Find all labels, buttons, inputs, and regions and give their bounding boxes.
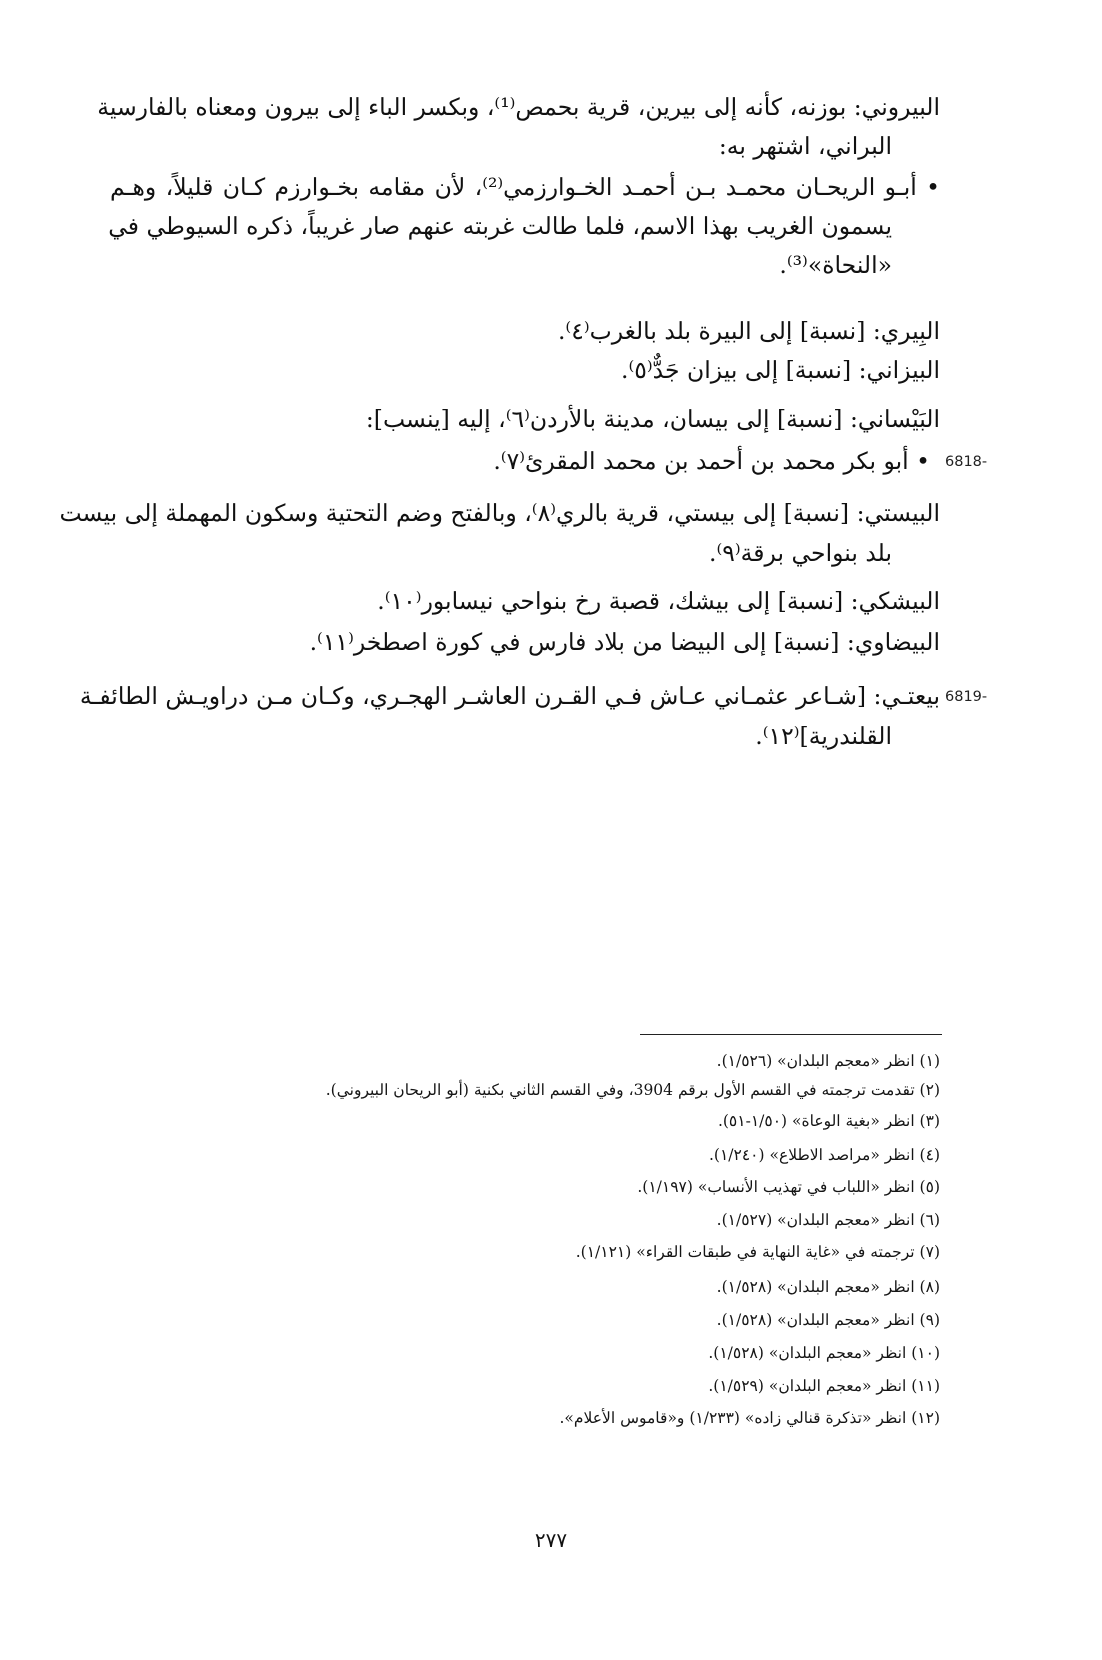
entry-line: «النحاة»⁽³⁾. bbox=[779, 251, 892, 279]
footnote: (٤) انظر «مراصد الاطلاع» (١/٢٤٠). bbox=[708, 1146, 940, 1164]
entry-line: البيروني: بوزنه، كأنه إلى بيرين، قرية بحمص⁽¹⁾، وبكسر الباء إلى بيرون ومعناه بالفارسية bbox=[97, 93, 940, 121]
entry-line: بيعتـي: [شـاعر عثمـاني عـاش فـي القـرن العاشـر الهجـري، وكـان مـن دراويـش الطائفـة bbox=[79, 682, 940, 710]
entry-line: بلد بنواحي برقة⁽٩⁾. bbox=[709, 539, 892, 567]
entry-line: البراني، اشتهر به: bbox=[718, 132, 892, 160]
entry-line: البِيري: [نسبة] إلى البيرة بلد بالغرب⁽٤⁾. bbox=[557, 317, 940, 345]
entry-line: البيضاوي: [نسبة] إلى البيضا من بلاد فارس في كورة اصطخر⁽١١⁾. bbox=[309, 628, 940, 656]
footnote: (٧) ترجمته في «غاية النهاية في طبقات القراء» (١/١٢١). bbox=[575, 1243, 940, 1261]
entry-line: • أبو بكر محمد بن أحمد بن محمد المقرئ⁽٧⁾. bbox=[493, 447, 930, 475]
footnote: (٢) تقدمت ترجمته في القسم الأول برقم 3904، وفي القسم الثاني بكنية (أبو الريحان البيروني). bbox=[325, 1081, 940, 1099]
footnote: (٩) انظر «معجم البلدان» (١/٥٢٨). bbox=[716, 1311, 940, 1329]
entry-number: 6818- bbox=[945, 454, 988, 470]
footnote: (٣) انظر «بغية الوعاة» (١/٥٠-٥١). bbox=[717, 1112, 940, 1130]
entry-line: البيشكي: [نسبة] إلى بيشك، قصبة رخ بنواحي نيسابور⁽١٠⁾. bbox=[377, 587, 940, 615]
entry-line: البيزاني: [نسبة] إلى بيزان جَدٌّ⁽٥⁾. bbox=[621, 356, 940, 384]
entry-line: • أبـو الريحـان محمـد بـن أحمـد الخـوارزمي⁽²⁾، لأن مقامه بخـوارزم كـان قليلاً، وهـم bbox=[110, 173, 940, 201]
entry-number: 6819- bbox=[945, 689, 988, 705]
entry-line: القلندرية]⁽١٢⁾. bbox=[755, 722, 892, 750]
page-number: ٢٧٧ bbox=[534, 1528, 568, 1552]
entry-line: يسمون الغريب بهذا الاسم، فلما طالت غربته عنهم صار غريباً، ذكره السيوطي في bbox=[108, 212, 892, 240]
footnote: (١) انظر «معجم البلدان» (١/٥٢٦). bbox=[716, 1052, 940, 1070]
footnote: (٨) انظر «معجم البلدان» (١/٥٢٨). bbox=[716, 1278, 940, 1296]
footnote: (١٠) انظر «معجم البلدان» (١/٥٢٨). bbox=[708, 1344, 940, 1362]
footnote-separator bbox=[640, 1034, 942, 1035]
entry-line: البيستي: [نسبة] إلى بيستي، قرية بالري⁽٨⁾، وبالفتح وضم التحتية وسكون المهملة إلى بيست bbox=[59, 499, 940, 527]
footnote: (٥) انظر «اللباب في تهذيب الأنساب» (١/١٩٧). bbox=[637, 1178, 940, 1196]
footnote: (١١) انظر «معجم البلدان» (١/٥٢٩). bbox=[708, 1377, 940, 1395]
footnote: (٦) انظر «معجم البلدان» (١/٥٢٧). bbox=[716, 1211, 940, 1229]
footnote: (١٢) انظر «تذكرة قنالي زاده» (١/٢٣٣) و«قاموس الأعلام». bbox=[559, 1409, 940, 1427]
entry-line: البَيْساني: [نسبة] إلى بيسان، مدينة بالأردن⁽٦⁾، إليه [ينسب]: bbox=[365, 405, 940, 433]
